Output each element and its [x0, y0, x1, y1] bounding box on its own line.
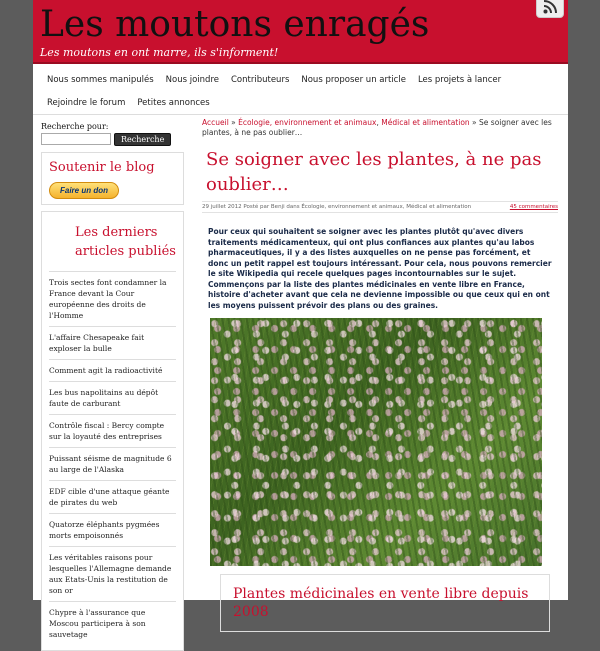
recent-post-link[interactable]: Contrôle fiscal : Bercy compte sur la loyauté des entreprises [49, 414, 176, 447]
posted-by-label: Posté par [243, 204, 270, 210]
nav-item-forum[interactable]: Rejoindre le forum [47, 97, 126, 108]
page [33, 0, 568, 639]
rss-icon [543, 0, 559, 14]
nav-item-manipules[interactable]: Nous sommes manipulés [47, 74, 154, 85]
sidebar [41, 122, 184, 651]
nav-row [41, 68, 564, 91]
post-meta [202, 201, 558, 213]
nav-item-proposer-article[interactable]: Nous proposer un article [301, 74, 406, 85]
donate-button[interactable]: Faire un don [49, 182, 119, 199]
clover-field-image [210, 318, 542, 566]
post-in-label: dans [286, 204, 300, 210]
post-categories[interactable]: Écologie, environnement et animaux, Médical et alimentation [301, 204, 472, 210]
recent-heading: Les derniers articles publiés [75, 225, 176, 259]
site-tagline: Les moutons en ont marre, ils s'informent! [40, 46, 279, 59]
nav-item-contributeurs[interactable]: Contributeurs [231, 74, 290, 85]
search-input[interactable] [41, 133, 111, 145]
recent-list [49, 271, 176, 645]
related-post-title[interactable]: Plantes médicinales en vente libre depuis 2008 [233, 586, 529, 620]
support-widget [41, 152, 184, 205]
image-texture [210, 318, 542, 566]
recent-posts-widget [41, 211, 184, 651]
main-content [202, 118, 558, 632]
rss-button[interactable] [536, 0, 564, 18]
main-nav [33, 64, 568, 115]
comments-link[interactable]: 45 commentaires [509, 204, 558, 210]
recent-post-link[interactable]: L'affaire Chesapeake fait exploser la bulle [49, 326, 176, 359]
search-form [41, 133, 184, 146]
nav-item-annonces[interactable]: Petites annonces [137, 97, 210, 108]
breadcrumb-home[interactable]: Accueil [202, 118, 229, 127]
recent-post-link[interactable]: Trois sectes font condamner la France devant la Cour européenne des droits de l'Homme [49, 271, 176, 326]
recent-post-link[interactable]: Quatorze éléphants pygmées morts empoisonnés [49, 513, 176, 546]
nav-item-projets[interactable]: Les projets à lancer [417, 74, 502, 85]
site-header [33, 0, 568, 64]
recent-post-link[interactable]: EDF cible d'une attaque géante de pirates du web [49, 480, 176, 513]
post-meta-info [202, 204, 471, 210]
related-post-box [220, 574, 550, 632]
recent-post-link[interactable]: Les véritables raisons pour lesquelles l'Allemagne demande aux Etats-Unis la restitution de son or [49, 546, 176, 601]
nav-item-joindre[interactable]: Nous joindre [165, 74, 219, 85]
support-heading: Soutenir le blog [49, 160, 155, 175]
recent-post-link[interactable]: Chypre à l'assurance que Moscou participera à son sauvetage [49, 601, 176, 645]
breadcrumb-category-medical[interactable]: Médical et alimentation [381, 118, 470, 127]
post-title[interactable]: Se soigner avec les plantes, à ne pas oublier… [206, 149, 542, 195]
nav-row [41, 91, 564, 114]
post-date: 29 juillet 2012 [202, 204, 242, 210]
recent-post-link[interactable]: Puissant séisme de magnitude 6 au large de l'Alaska [49, 447, 176, 480]
search-button[interactable]: Recherche [114, 133, 171, 146]
post-author[interactable]: Benji [270, 204, 285, 210]
breadcrumb-current: Se soigner avec les plantes, à ne pas oublier… [202, 118, 552, 137]
breadcrumb: Accueil » Écologie, environnement et animaux, Médical et alimentation » Se soigner avec les plantes, à ne pas oublier… [202, 118, 552, 137]
recent-post-link[interactable]: Comment agit la radioactivité [49, 359, 176, 381]
breadcrumb-category-ecologie[interactable]: Écologie, environnement et animaux [238, 118, 377, 127]
recent-post-link[interactable]: Les bus napolitains au dépôt faute de carburant [49, 381, 176, 414]
site-title[interactable]: Les moutons enragés [40, 4, 430, 45]
post-body: Pour ceux qui souhaitent se soigner avec les plantes plutôt qu'avec divers traitements médicamenteux, qui ont plus confiances aux plantes qu'au labos pharmaceutiques, il y a des listes auxquelles on ne pense pas forcément, et donc un petit rappel est toujours intéressant. Pour cela, nous pouvons remercier le site Wikipedia qui recele quelques pages incontournables sur le sujet. Commençons par la liste des plantes médicinales en vente libre en France, histoire d'acheter avant que cela ne devienne impossible ou que ceux qui en ont les moyens puissent prévoir des plans ou des graines. [208, 227, 552, 310]
search-label: Recherche pour: [41, 122, 109, 131]
